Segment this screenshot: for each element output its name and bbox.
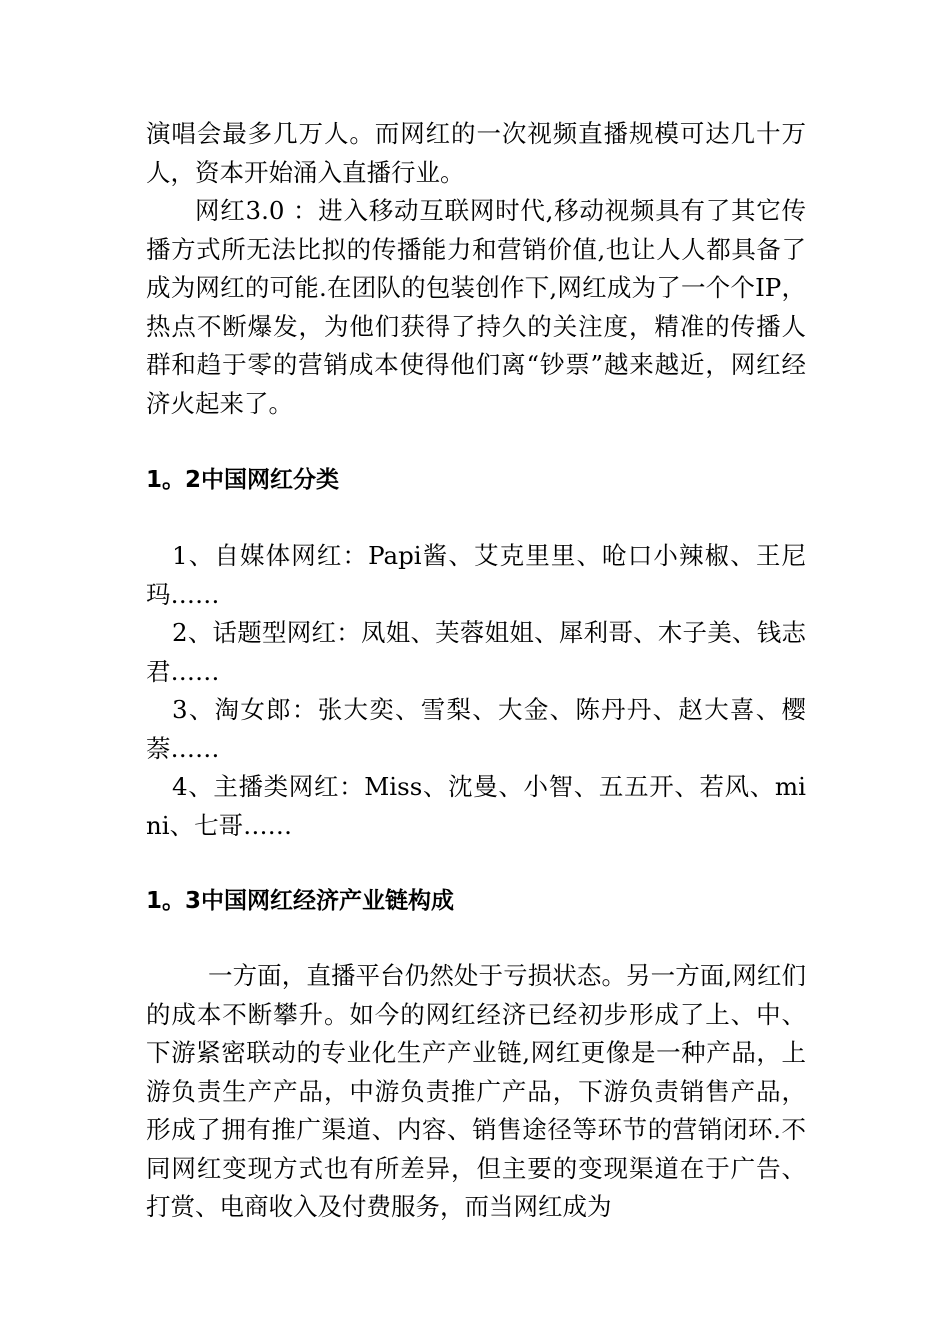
list-item: 4、主播类网红：Miss、沈曼、小智、五五开、若风、mini、七哥…… [146, 772, 806, 840]
document-page [146, 115, 806, 1227]
list-item: 3、淘女郎：张大奕、雪梨、大金、陈丹丹、赵大喜、樱萘…… [146, 695, 806, 763]
list-item: 2、话题型网红：凤姐、芙蓉姐姐、犀利哥、木子美、钱志君…… [146, 618, 806, 686]
paragraph-industry-chain: 一方面，直播平台仍然处于亏损状态。另一方面,网红们的成本不断攀升。如今的网红经济已经初步形成了上、中、下游紧密联动的专业化生产产业链,网红更像是一种产品，上游负责生产产品，中游负责推广产品，下游负责销售产品，形成了拥有推广渠道、内容、销售途径等环节的营销闭环.不同网红变现方式也有所差异，但主要的变现渠道在于广告、打赏、电商收入及付费服务，而当网红成为 [146, 961, 806, 1221]
section-heading-industry-chain: 1。3中国网红经济产业链构成 [146, 888, 455, 914]
section-heading-classification: 1。2中国网红分类 [146, 467, 340, 493]
paragraph-live-concert: 演唱会最多几万人。而网红的一次视频直播规模可达几十万人，资本开始涌入直播行业。 [146, 119, 806, 187]
paragraph-wanghong-3: 网红3.0 ：进入移动互联网时代,移动视频具有了其它传播方式所无法比拟的传播能力和营销价值,也让人人都具备了成为网红的可能.在团队的包装创作下,网红成为了一个个IP，热点不断爆发，为他们获得了持久的关注度，精准的传播人群和趋于零的营销成本使得他们离“钞票”越来越近，网红经济火起来了。 [146, 196, 806, 418]
list-item: 1、自媒体网红：Papi酱、艾克里里、呛口小辣椒、王尼玛…… [146, 541, 806, 609]
